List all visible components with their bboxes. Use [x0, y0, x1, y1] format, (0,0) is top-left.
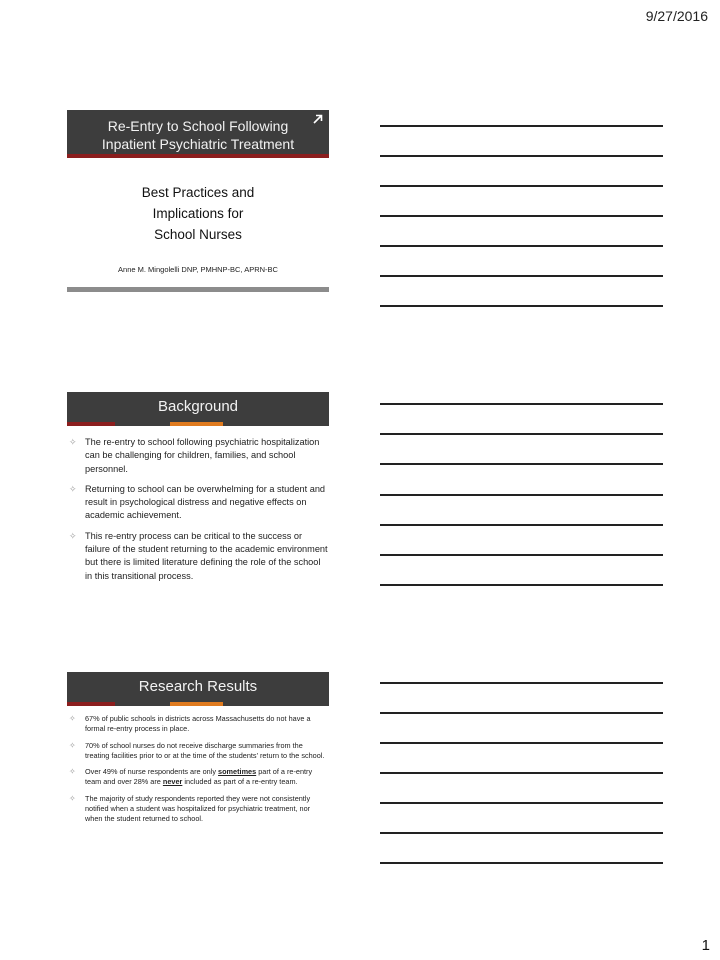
title-line-1: Re-Entry to School Following: [107, 118, 289, 134]
diamond-icon: ✧: [69, 437, 77, 447]
note-line: [380, 403, 663, 405]
bullet-item: [67, 436, 329, 476]
slide-title-header: [67, 110, 329, 154]
note-line: [380, 862, 663, 864]
bullet-item: [67, 483, 329, 523]
accent-bar: [67, 422, 329, 426]
bullet-item: [67, 530, 329, 583]
diamond-icon: ✧: [69, 714, 76, 723]
accent-bar: [67, 702, 329, 706]
author: Anne M. Mingolelli DNP, PMHNP-BC, APRN-BC: [118, 265, 278, 274]
page-number: 1: [701, 937, 710, 954]
bullet-text: The re-entry to school following psychiatric hospitalization can be challenging for children, families, and school personnel.: [85, 437, 320, 474]
bullet-item: [67, 714, 329, 735]
diamond-icon: ✧: [69, 793, 76, 803]
note-line: [380, 463, 663, 465]
note-line: [380, 554, 663, 556]
bullet-text: Over 49% of nurse respondents are only sometimes part of a re-entry team and over 28% are never included as part of a re-entry team.: [85, 767, 313, 787]
subtitle-line: Best Practices and: [141, 185, 255, 200]
note-line: [380, 802, 663, 804]
note-line: [380, 712, 663, 714]
bullet-text: Returning to school can be overwhelming for a student and result in psychological distress and negative effects on academic achievement.: [85, 483, 326, 521]
note-line: [380, 433, 663, 435]
bullet-list: [67, 714, 329, 825]
slide-title: [67, 110, 329, 274]
date-header: 9/27/2016: [645, 8, 708, 24]
slide-title: Research Results: [138, 678, 258, 695]
title-line-2: Inpatient Psychiatric Treatment: [101, 136, 295, 152]
note-line: [380, 215, 663, 217]
slide-research-results: [67, 672, 329, 831]
note-line: [380, 494, 663, 496]
slide-header: [67, 392, 329, 422]
slide-title: Background: [157, 398, 239, 415]
emphasis-sometimes: sometimes: [218, 767, 257, 777]
note-line: [380, 155, 663, 157]
note-line: [380, 742, 663, 744]
diamond-icon: ✧: [69, 767, 76, 777]
note-line: [380, 125, 663, 127]
note-line: [380, 772, 663, 774]
bullet-text: 70% of school nurses do not receive discharge summaries from the treating facilities prior to or at the time of the students’ return to the school.: [85, 740, 325, 760]
note-line: [380, 305, 663, 307]
bullet-text: 67% of public schools in districts across Massachusetts do not have a formal re-entry process in place.: [85, 714, 311, 734]
slide-header: [67, 672, 329, 702]
accent-bar: [67, 154, 329, 158]
diamond-icon: ✧: [69, 483, 77, 494]
diamond-icon: ✧: [69, 530, 77, 541]
slide-background: [67, 392, 329, 590]
bullet-text: The majority of study respondents reported they were not consistently notified when a student was hospitalized for psychiatric treatment, nor when the student returned to school.: [85, 793, 311, 824]
note-line: [380, 832, 663, 834]
note-line: [380, 245, 663, 247]
note-line: [380, 185, 663, 187]
slide-footer-bar: [67, 287, 329, 292]
arrow-icon: [313, 114, 323, 124]
slide-subtitle: [67, 182, 329, 245]
note-line: [380, 275, 663, 277]
bullet-item: [67, 794, 329, 825]
note-line: [380, 584, 663, 586]
emphasis-never: never: [162, 777, 183, 787]
bullet-text: This re-entry process can be critical to the success or failure of the student returning to the academic environment but there is limited literature defining the role of the school in this transitional process.: [85, 530, 328, 581]
note-line: [380, 524, 663, 526]
note-line: [380, 682, 663, 684]
bullet-item: [67, 767, 329, 788]
bullet-list: [67, 436, 329, 583]
subtitle-line: School Nurses: [154, 227, 242, 242]
subtitle-line: Implications for: [152, 206, 244, 221]
bullet-item: [67, 741, 329, 762]
diamond-icon: ✧: [69, 740, 76, 750]
